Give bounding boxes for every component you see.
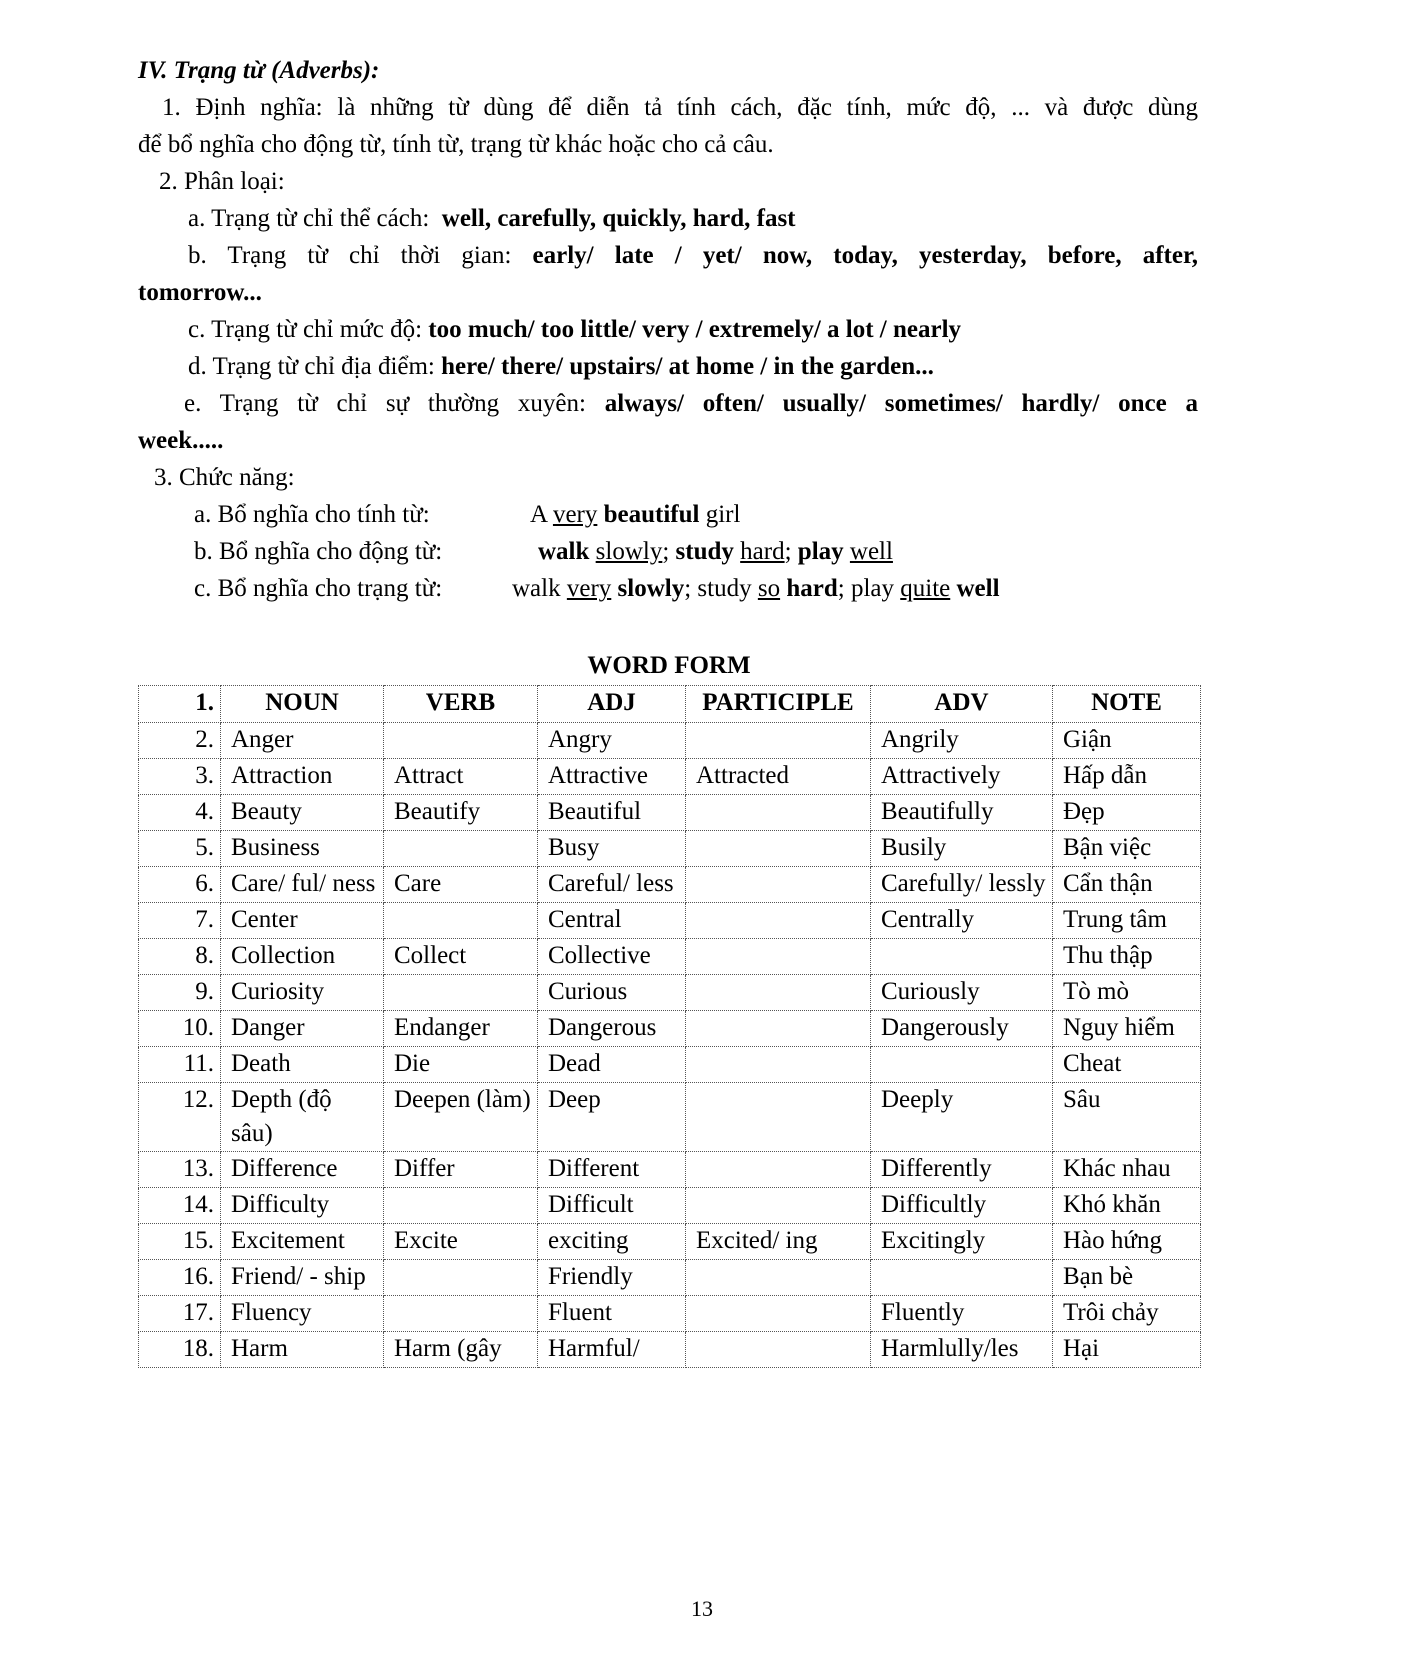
adv-cell: Carefully/ lessly [871,867,1053,903]
row-number: 11. [139,1047,221,1083]
ex-word: slowly [595,538,663,565]
row-number: 2. [139,723,221,759]
noun-cell: Fluency [221,1296,384,1332]
verb-cell [384,1296,538,1332]
note-cell: Bận việc [1053,831,1201,867]
participle-cell [686,1332,871,1368]
noun-cell: Depth (độ sâu) [221,1083,384,1152]
participle-cell [686,1083,871,1152]
ex-word: quite [900,575,951,602]
row-number: 4. [139,795,221,831]
ex-word: play [850,575,894,602]
row-number: 17. [139,1296,221,1332]
adverb-type-e-cont [138,422,1198,459]
noun-cell: Danger [221,1011,384,1047]
verb-cell [384,831,538,867]
adv-cell: Beautifully [871,795,1053,831]
verb-cell: Deepen (làm) [384,1083,538,1152]
noun-cell: Harm [221,1332,384,1368]
verb-cell: Attract [384,759,538,795]
row-number: 14. [139,1188,221,1224]
adv-cell [871,1260,1053,1296]
row-number: 8. [139,939,221,975]
adv-cell: Dangerously [871,1011,1053,1047]
participle-cell: Excited/ ing [686,1224,871,1260]
note-cell: Giận [1053,723,1201,759]
adverb-type-b-cont [138,274,1198,311]
row-number: 15. [139,1224,221,1260]
table-row [139,795,1201,831]
header-cell: ADV [871,686,1053,723]
table-row [139,903,1201,939]
noun-cell: Care/ ful/ ness [221,867,384,903]
header-cell: NOTE [1053,686,1201,723]
noun-cell: Center [221,903,384,939]
type-examples-cont: tomorrow... [138,279,262,306]
note-cell: Khó khăn [1053,1188,1201,1224]
ex-word: A [530,501,547,528]
table-header-row [139,686,1201,723]
row-number: 5. [139,831,221,867]
adv-cell [871,1047,1053,1083]
adj-cell: Beautiful [538,795,686,831]
adv-cell: Centrally [871,903,1053,939]
verb-cell: Die [384,1047,538,1083]
adj-cell: Dangerous [538,1011,686,1047]
noun-cell: Excitement [221,1224,384,1260]
verb-cell [384,723,538,759]
type-examples: too much/ too little/ very / extremely/ a lot / nearly [428,316,962,343]
participle-cell [686,975,871,1011]
row-number: 18. [139,1332,221,1368]
noun-cell: Attraction [221,759,384,795]
adv-cell: Attractively [871,759,1053,795]
row-number: 13. [139,1152,221,1188]
verb-cell [384,903,538,939]
ex-word: beautiful [603,501,700,528]
header-cell: NOUN [221,686,384,723]
row-number: 12. [139,1083,221,1152]
noun-cell: Anger [221,723,384,759]
participle-cell [686,1152,871,1188]
ex-word: walk [538,538,590,565]
header-cell: ADJ [538,686,686,723]
note-cell: Nguy hiểm [1053,1011,1201,1047]
adv-cell: Harmlully/les [871,1332,1053,1368]
type-label: c. Trạng từ chỉ mức độ: [188,316,423,343]
noun-cell: Beauty [221,795,384,831]
table-row [139,1083,1201,1152]
note-cell: Bạn bè [1053,1260,1201,1296]
verb-cell: Endanger [384,1011,538,1047]
type-label: a. Trạng từ chỉ thể cách: [188,205,430,232]
ex-word: very [552,501,598,528]
adj-cell: Difficult [538,1188,686,1224]
word-form-title: WORD FORM [587,652,751,679]
adverb-type-d [138,348,1198,385]
note-cell: Hào hứng [1053,1224,1201,1260]
verb-cell [384,1188,538,1224]
adj-cell: Attractive [538,759,686,795]
participle-cell: Attracted [686,759,871,795]
participle-cell [686,831,871,867]
ex-word: study [697,575,752,602]
verb-cell [384,975,538,1011]
row-number: 16. [139,1260,221,1296]
noun-cell: Difference [221,1152,384,1188]
adv-cell: Curiously [871,975,1053,1011]
header-cell: PARTICIPLE [686,686,871,723]
verb-cell [384,1260,538,1296]
type-examples: here/ there/ upstairs/ at home / in the garden... [441,353,934,380]
verb-cell: Beautify [384,795,538,831]
type-examples: well, carefully, quickly, hard, fast [441,205,796,232]
adj-cell: Careful/ less [538,867,686,903]
table-row [139,939,1201,975]
table-row [139,867,1201,903]
adverb-type-e [138,385,1198,422]
row-number: 6. [139,867,221,903]
header-cell: VERB [384,686,538,723]
ex-word: play [797,538,844,565]
adj-cell: Dead [538,1047,686,1083]
ex-word: slowly [617,575,685,602]
adv-cell: Angrily [871,723,1053,759]
table-row [139,831,1201,867]
header-cell: 1. [139,686,221,723]
noun-cell: Difficulty [221,1188,384,1224]
function-a [138,496,1198,533]
adj-cell: Fluent [538,1296,686,1332]
ex-word: hard [786,575,838,602]
participle-cell [686,1260,871,1296]
table-row [139,1296,1201,1332]
adj-cell: Curious [538,975,686,1011]
adj-cell: exciting [538,1224,686,1260]
adv-cell: Difficultly [871,1188,1053,1224]
adv-cell: Excitingly [871,1224,1053,1260]
ex-word: hard [740,538,785,565]
type-examples-cont: week..... [138,427,224,454]
note-cell: Sâu [1053,1083,1201,1152]
type-examples: early/ late / yet/ now, today, yesterday, before, after, [532,242,1199,269]
function-a-label: a. Bổ nghĩa cho tính từ: [194,501,430,528]
adv-cell: Fluently [871,1296,1053,1332]
ex-word: well [849,538,893,565]
noun-cell: Business [221,831,384,867]
note-cell: Trung tâm [1053,903,1201,939]
note-cell: Hấp dẫn [1053,759,1201,795]
table-row [139,975,1201,1011]
row-number: 10. [139,1011,221,1047]
function-c-label: c. Bổ nghĩa cho trạng từ: [194,575,443,602]
table-row [139,1047,1201,1083]
participle-cell [686,723,871,759]
classification-label: 2. Phân loại: [159,168,285,195]
type-label: e. Trạng từ chỉ sự thường xuyên: [184,390,586,417]
verb-cell: Collect [384,939,538,975]
adv-cell: Differently [871,1152,1053,1188]
participle-cell [686,1188,871,1224]
verb-cell: Differ [384,1152,538,1188]
note-cell: Cheat [1053,1047,1201,1083]
word-form-table [138,685,1201,1368]
adv-cell: Busily [871,831,1053,867]
table-row [139,1224,1201,1260]
adverb-type-b [138,237,1198,274]
table-row [139,1188,1201,1224]
function-b: b. Bổ nghĩa cho động từ: walk slowly; study hard; play well [138,533,1198,570]
ex-word: girl [705,501,741,528]
noun-cell: Curiosity [221,975,384,1011]
type-examples: always/ often/ usually/ sometimes/ hardly/ once a [604,390,1198,417]
noun-cell: Death [221,1047,384,1083]
section-heading: IV. Trạng từ (Adverbs): [138,57,380,84]
table-row [139,1332,1201,1368]
participle-cell [686,939,871,975]
ex-word: so [757,575,781,602]
adj-cell: Angry [538,723,686,759]
type-label: d. Trạng từ chỉ địa điểm: [188,353,435,380]
verb-cell: Excite [384,1224,538,1260]
function-label: 3. Chức năng: [154,464,295,491]
participle-cell [686,1011,871,1047]
function-c: c. Bổ nghĩa cho trạng từ: walk very slowly; study so hard; play quite well [138,570,1198,607]
adj-cell: Friendly [538,1260,686,1296]
noun-cell: Friend/ - ship [221,1260,384,1296]
participle-cell [686,903,871,939]
adj-cell: Different [538,1152,686,1188]
note-cell: Cẩn thận [1053,867,1201,903]
table-row [139,1011,1201,1047]
adv-cell: Deeply [871,1083,1053,1152]
table-row [139,1260,1201,1296]
adj-cell: Busy [538,831,686,867]
noun-cell: Collection [221,939,384,975]
ex-word: very [566,575,612,602]
participle-cell [686,795,871,831]
note-cell: Hại [1053,1332,1201,1368]
function-b-label: b. Bổ nghĩa cho động từ: [194,538,443,565]
adj-cell: Central [538,903,686,939]
verb-cell: Care [384,867,538,903]
participle-cell [686,867,871,903]
adverb-type-c [138,311,1198,348]
adj-cell: Collective [538,939,686,975]
adj-cell: Harmful/ [538,1332,686,1368]
note-cell: Khác nhau [1053,1152,1201,1188]
adverbs-section [138,52,1198,607]
adv-cell [871,939,1053,975]
ex-word: walk [512,575,561,602]
participle-cell [686,1047,871,1083]
ex-word: well [956,575,1000,602]
table-row [139,1152,1201,1188]
row-number: 9. [139,975,221,1011]
table-body [139,723,1201,1368]
verb-cell: Harm (gây [384,1332,538,1368]
note-cell: Tò mò [1053,975,1201,1011]
definition-line-2: để bổ nghĩa cho động từ, tính từ, trạng từ khác hoặc cho cả câu. [138,131,774,158]
adverb-type-a [138,200,1198,237]
row-number: 7. [139,903,221,939]
page-number: 13 [691,1596,713,1621]
note-cell: Thu thập [1053,939,1201,975]
participle-cell [686,1296,871,1332]
ex-word: study [675,538,734,565]
table-row [139,723,1201,759]
adj-cell: Deep [538,1083,686,1152]
definition-line-1: 1. Định nghĩa: là những từ dùng để diễn tả tính cách, đặc tính, mức độ, ... và được dùng [162,94,1198,121]
row-number: 3. [139,759,221,795]
type-label: b. Trạng từ chỉ thời gian: [188,242,512,269]
note-cell: Đẹp [1053,795,1201,831]
note-cell: Trôi chảy [1053,1296,1201,1332]
table-row [139,759,1201,795]
